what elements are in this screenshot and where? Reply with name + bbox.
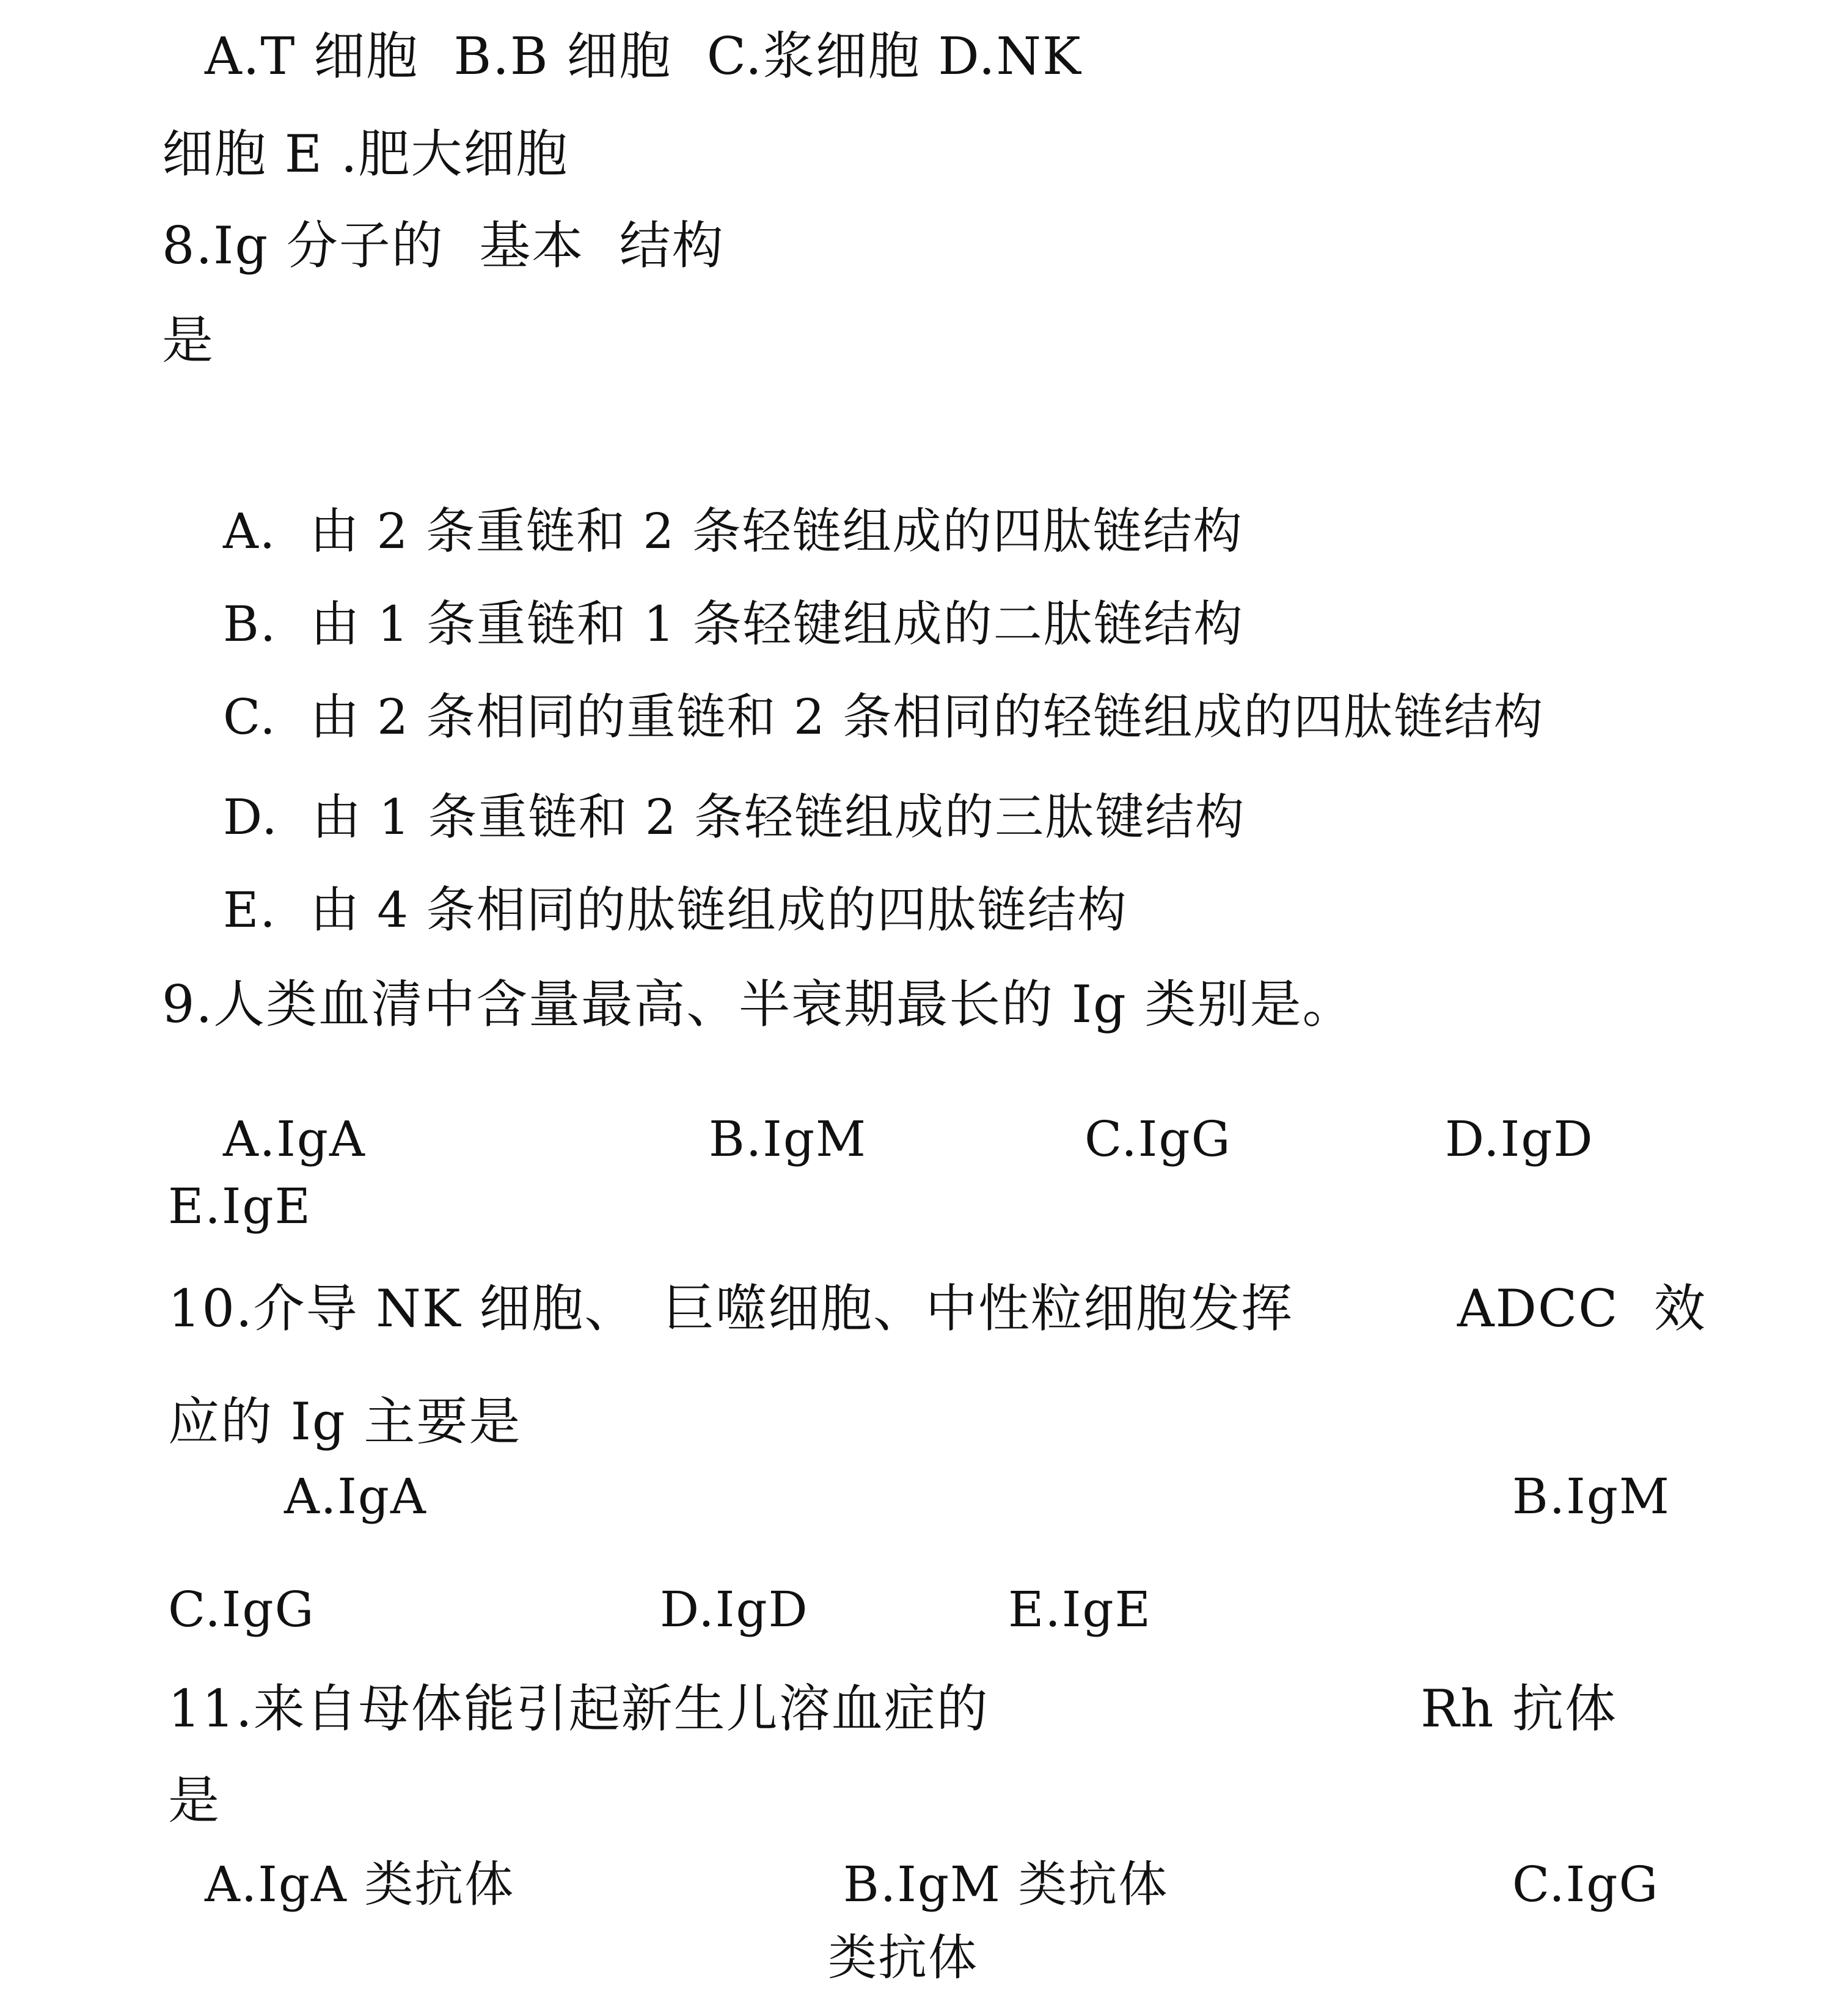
q8-stem: 8.Ig 分子的 基本 结构 — [162, 216, 725, 276]
q10-option-b: B.IgM — [1512, 1468, 1670, 1525]
q8-option-b: B. 由 1 条重链和 1 条轻键组成的二肽链结构 — [223, 596, 1244, 652]
q8-option-c: C. 由 2 条相同的重链和 2 条相同的轻链组成的四肽链结构 — [223, 688, 1545, 745]
q8-stem-cont: 是 — [162, 310, 215, 370]
q10-stem-mid: 巨噬细胞、中性粒细胞发挥 — [663, 1279, 1294, 1339]
q10-option-a: A.IgA — [284, 1468, 427, 1525]
q11-stem: 11.来自母体能引起新生儿溶血症的 — [168, 1679, 989, 1739]
q11-stem-cont: 是 — [168, 1770, 221, 1830]
q11-option-a: A.IgA 类抗体 — [205, 1856, 515, 1913]
q9-option-a: A.IgA — [223, 1111, 366, 1167]
q7-options-line: A.T 细胞 B.B 细胞 C.浆细胞 D.NK — [205, 26, 1082, 86]
q9-option-b: B.IgM — [709, 1111, 867, 1167]
q10-option-d: D.IgD — [660, 1581, 809, 1638]
q10-stem-cont: 应的 Ig 主要是 — [168, 1392, 522, 1452]
q9-option-e: E.IgE — [168, 1178, 312, 1235]
q8-option-e: E. 由 4 条相同的肽链组成的四肽链结构 — [223, 882, 1128, 938]
q7-options-line-cont: 细胞 E .肥大细胞 — [162, 124, 569, 184]
q10-option-e: E.IgE — [1008, 1581, 1152, 1638]
q10-stem: 10.介导 NK 细胞、 — [168, 1279, 637, 1339]
q11-option-c-cont: 类抗体 — [828, 1929, 978, 1986]
q9-option-c: C.IgG — [1084, 1111, 1232, 1167]
q10-option-c: C.IgG — [168, 1581, 315, 1638]
q11-option-c: C.IgG — [1512, 1856, 1659, 1913]
q11-stem-end: Rh 抗体 — [1421, 1679, 1618, 1739]
q11-option-b: B.IgM 类抗体 — [843, 1856, 1169, 1913]
q10-stem-end: ADCC 效 — [1457, 1279, 1706, 1339]
q9-option-d: D.IgD — [1445, 1111, 1594, 1167]
q8-option-d: D. 由 1 条重链和 2 条轻链组成的三肽键结构 — [223, 789, 1246, 845]
q8-option-a: A. 由 2 条重链和 2 条轻链组成的四肽链结构 — [223, 503, 1243, 560]
q9-stem: 9.人类血清中含量最高、半衰期最长的 Ig 类别是。 — [162, 974, 1355, 1034]
